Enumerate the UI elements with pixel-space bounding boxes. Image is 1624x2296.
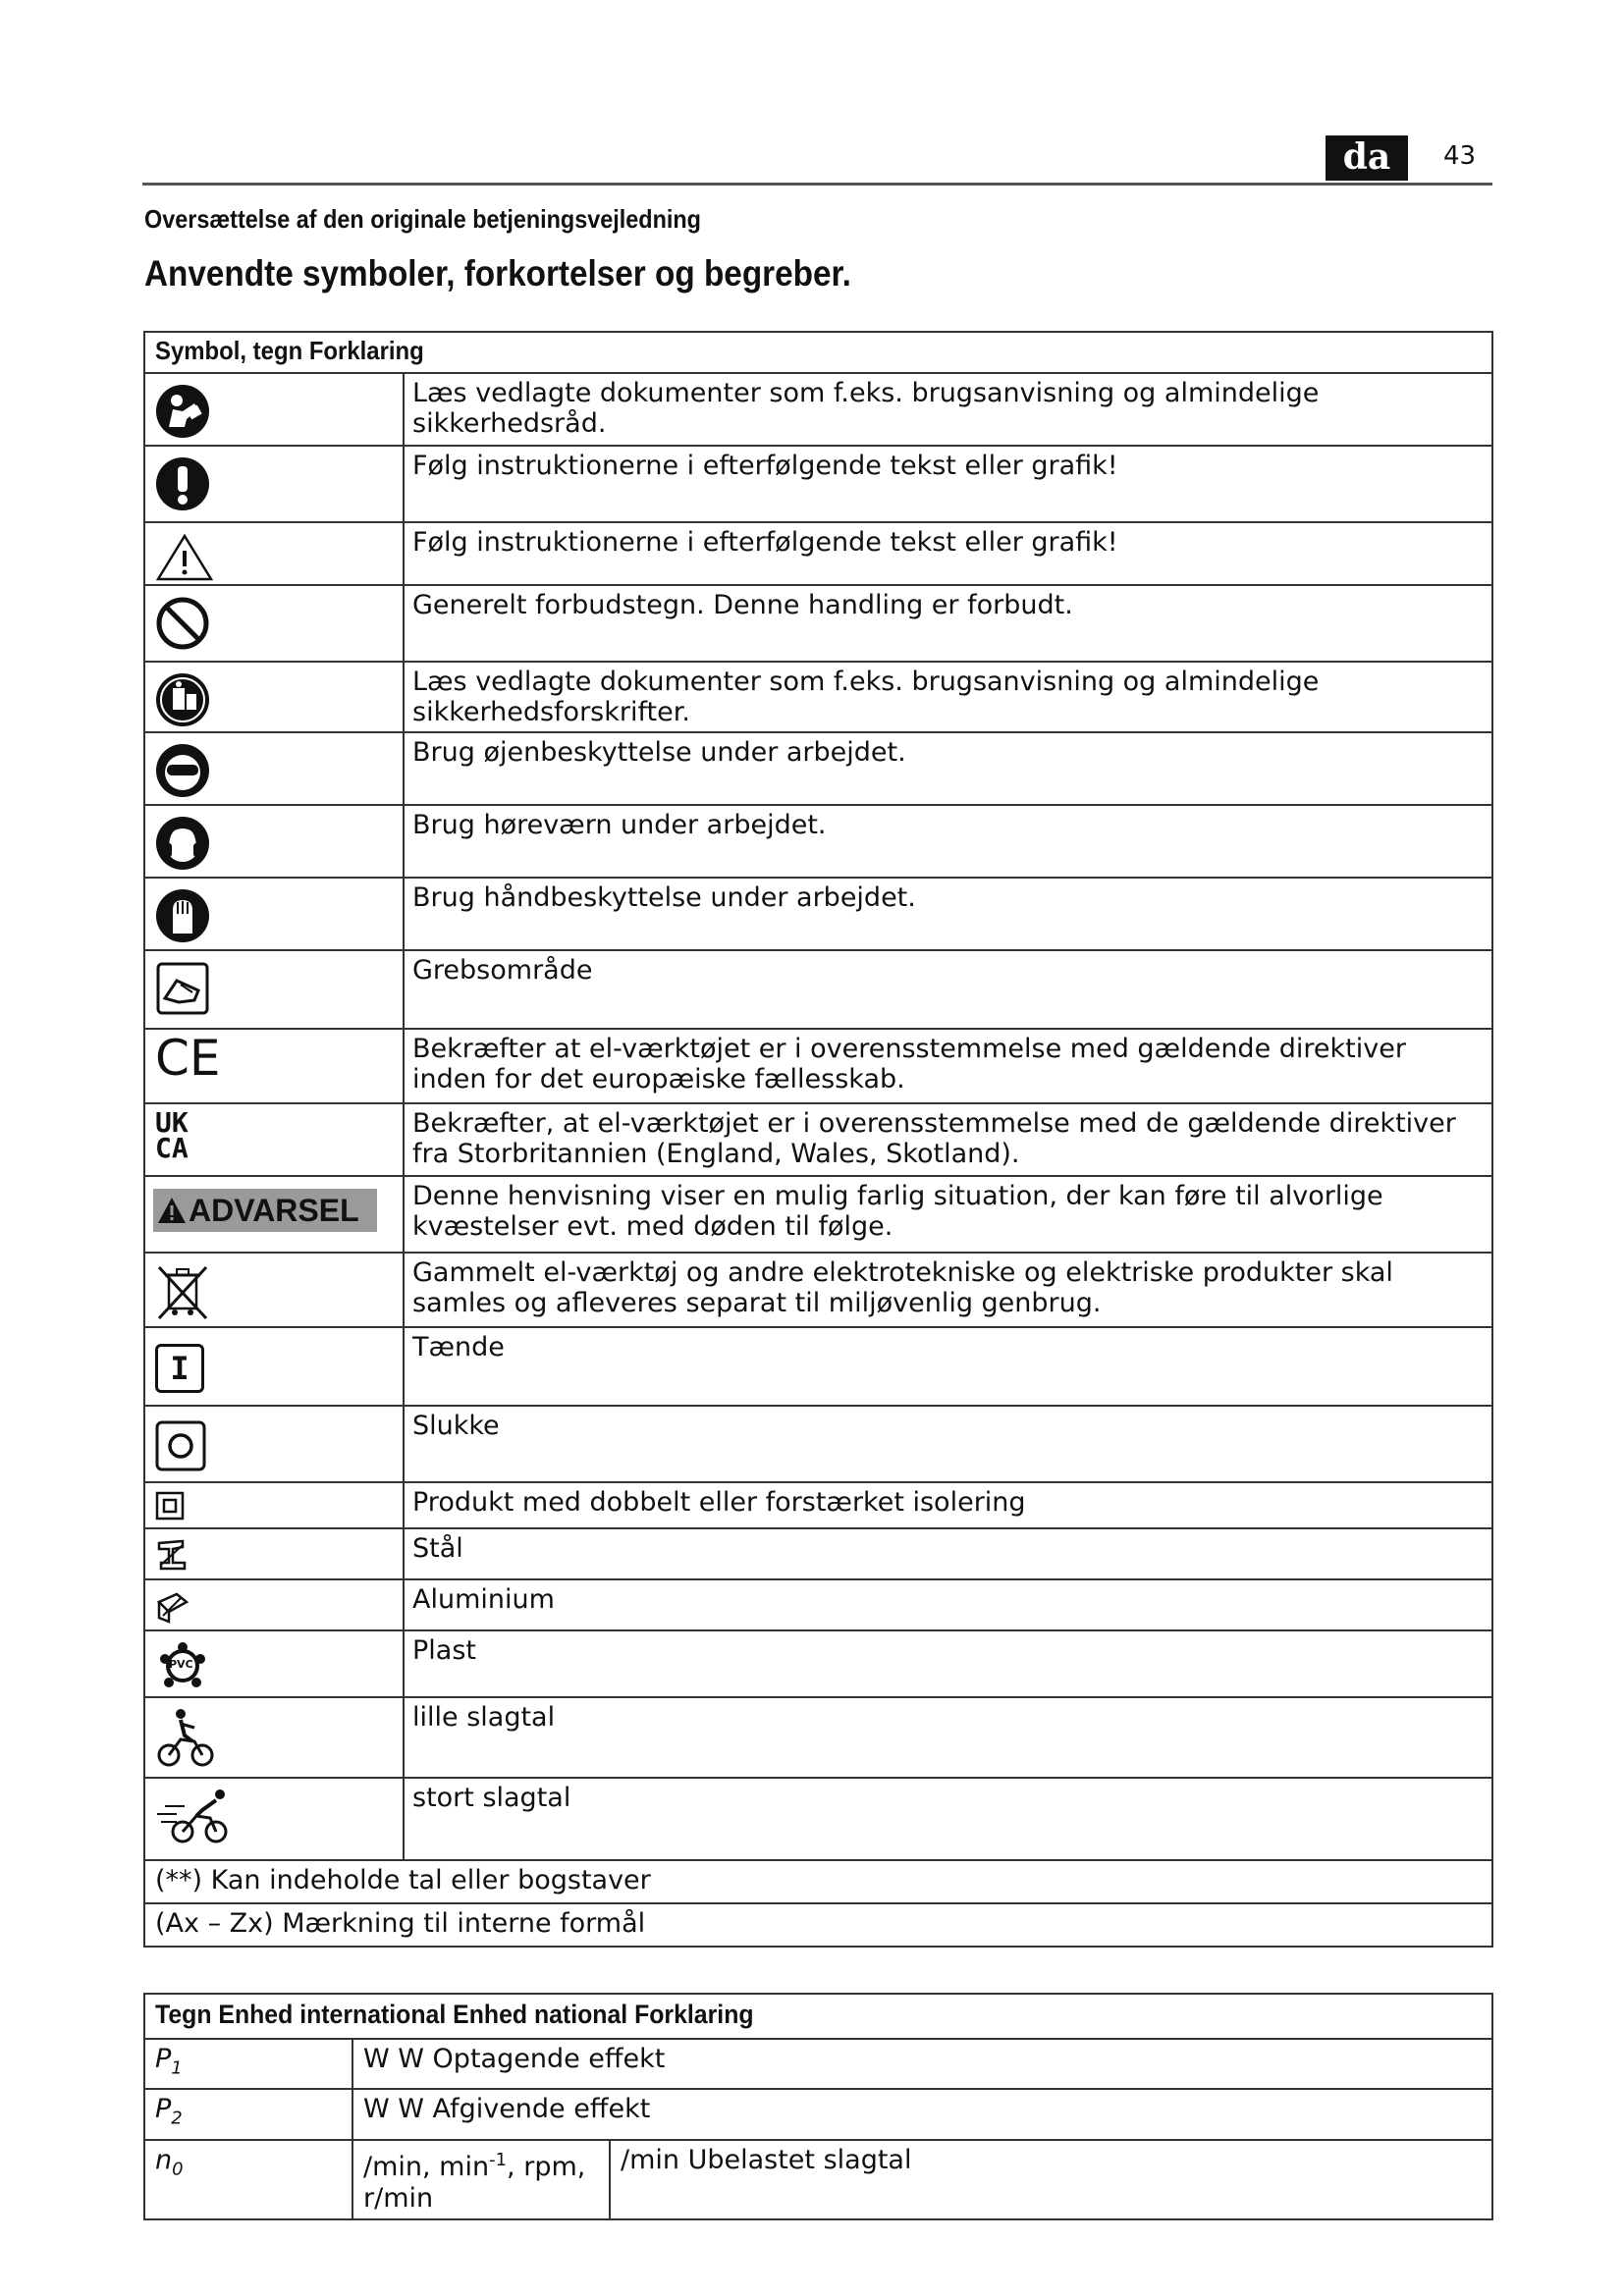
table-row: I Tænde [144,1327,1492,1406]
hand-protection-icon [155,888,210,943]
table-row: Følg instruktionerne i efterfølgende tekst eller grafik! [144,446,1492,522]
read-manual-icon [155,384,210,439]
table-row: PVC Plast [144,1630,1492,1697]
unit-description: W W Afgivende effekt [352,2089,1492,2139]
ukca-mark-icon: UK CA [155,1106,189,1164]
grip-area-icon [155,961,210,1016]
prohibition-icon [155,596,210,651]
footnote-text: (**) Kan indeholde tal eller bogstaver [144,1860,1492,1903]
advarsel-label-icon: ADVARSEL [153,1189,377,1232]
table-row: Brug øjenbeskyttelse under arbejdet. [144,732,1492,805]
table-row: Gammelt el-værktøj og andre elektrotekniske og elektriske produkter skal samles og afleveres separat til miljøvenlig genbrug. [144,1253,1492,1327]
unit-international: /min, $\min^{-1}$, rpm, r/min [352,2140,610,2219]
power-on-icon: I [155,1344,204,1393]
unit-symbol: $n_0$ [144,2140,352,2219]
table-row: CE Bekræfter at el-værktøjet er i overensstemmelse med gældende direktiver inden for det europæiske fællesskab. [144,1029,1492,1103]
high-stroke-rate-icon [155,1785,232,1847]
table-row: Læs vedlagte dokumenter som f.eks. brugsanvisning og almindelige sikkerhedsforskrifter. [144,662,1492,732]
table-row [144,2089,1492,2139]
table-row: Slukke [144,1406,1492,1482]
table-row: Grebsområde [144,950,1492,1029]
double-insulation-icon [155,1491,185,1521]
page-title: Anvendte symboler, forkortelser og begreber. [144,253,851,294]
table-row: Produkt med dobbelt eller forstærket isolering [144,1482,1492,1528]
eye-protection-icon [155,743,210,798]
read-instructions-icon [155,672,210,727]
mandatory-exclamation-icon [155,456,210,511]
symbols-table [143,331,1493,1948]
table-row: UK CA Bekræfter, at el-værktøjet er i overensstemmelse med de gældende direktiver fra Storbritannien (England, Wales, Skotland). [144,1103,1492,1176]
table-row: Følg instruktionerne i efterfølgende tekst eller grafik! [144,522,1492,585]
aluminium-material-icon [155,1588,190,1624]
table-row: Generelt forbudstegn. Denne handling er forbudt. [144,585,1492,662]
unit-symbol: $P_2$ [144,2089,352,2139]
page-number: 43 [1443,141,1477,171]
units-table-header: Tegn Enhed international Enhed national Forklaring [144,1994,1492,2039]
table-row: Brug høreværn under arbejdet. [144,805,1492,878]
document-subtitle: Oversættelse af den originale betjeningsvejledning [144,204,701,234]
weee-bin-icon [155,1263,210,1324]
symbols-table-header: Symbol, tegn Forklaring [144,332,1492,373]
table-row: lille slagtal [144,1697,1492,1778]
low-stroke-rate-icon [155,1706,216,1769]
page-header-rule [142,135,1492,186]
steel-material-icon [155,1537,190,1573]
power-off-icon [155,1420,206,1471]
footnote-text: (Ax – Zx) Mærkning til interne formål [144,1903,1492,1947]
table-row: ADVARSEL Denne henvisning viser en mulig farlig situation, der kan føre til alvorlige kvæstelser evt. med døden til følge. [144,1176,1492,1253]
plastic-pvc-icon: PVC [155,1641,210,1690]
table-row [144,2039,1492,2089]
ear-protection-icon [155,816,210,871]
table-row: Læs vedlagte dokumenter som f.eks. brugsanvisning og almindelige sikkerhedsråd. [144,373,1492,446]
units-table [143,1993,1493,2220]
table-row [144,2140,1492,2219]
table-row: Aluminium [144,1579,1492,1630]
table-row: stort slagtal [144,1778,1492,1860]
language-badge: da [1326,135,1408,181]
unit-national: /min Ubelastet slagtal [610,2140,1492,2219]
table-row: Stål [144,1528,1492,1579]
table-row: Brug håndbeskyttelse under arbejdet. [144,878,1492,950]
unit-description: W W Optagende effekt [352,2039,1492,2089]
ce-mark-icon: CE [155,1030,221,1087]
unit-symbol: $P_1$ [144,2039,352,2089]
warning-triangle-icon [155,533,214,582]
